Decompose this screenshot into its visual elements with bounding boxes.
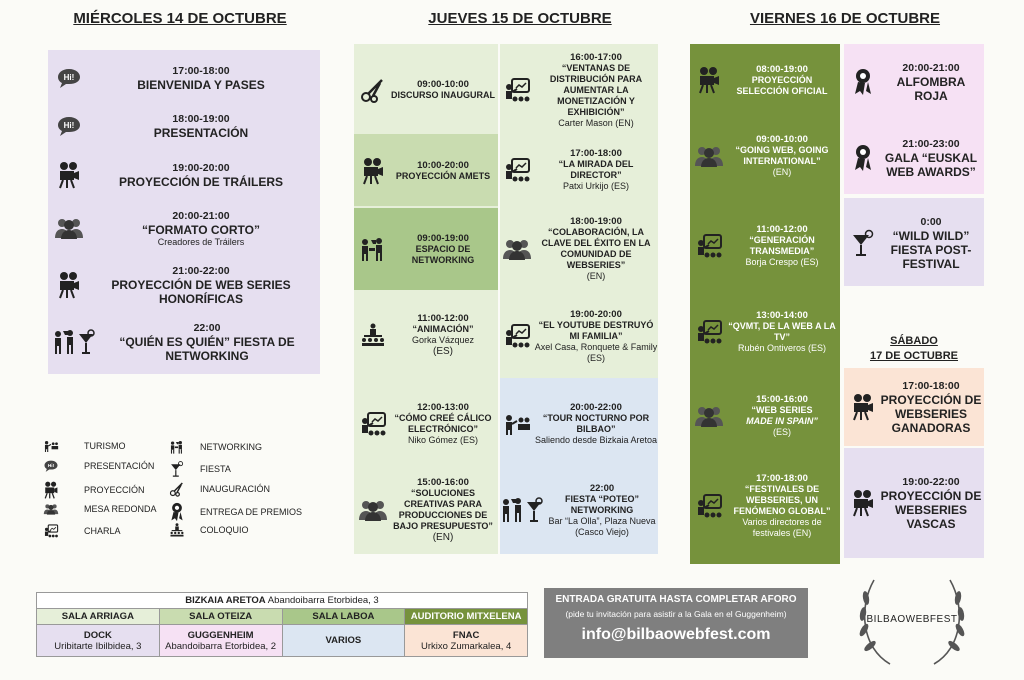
sat-title: SÁBADO (890, 335, 938, 347)
hi-icon (52, 115, 86, 137)
legend-label: FIESTA (200, 464, 231, 474)
event-block (52, 106, 316, 146)
people-icon (356, 498, 390, 522)
camera-icon (52, 271, 86, 299)
room-oteiza: SALA OTEIZA (159, 609, 282, 625)
event-time: 11:00-12:00 (417, 313, 469, 324)
event-text (390, 477, 496, 543)
event-subtitle: Creadores de Tráilers (157, 236, 245, 247)
talk-icon (43, 522, 58, 540)
event-block (500, 468, 658, 552)
event-language: (EN) (432, 532, 454, 543)
event-time: 20:00-21:00 (902, 62, 960, 74)
event-subtitle: Niko Gómez (ES) (407, 435, 478, 445)
place-fnac (405, 625, 528, 657)
legend-item (40, 518, 121, 544)
logo-text: BILBAOWEBFEST (866, 614, 958, 625)
event-block (692, 112, 838, 200)
event-title: PROYECCIÓN DE WEB SERIES HONORÍFICAS (111, 278, 291, 306)
event-title: “TOUR NOCTURNO POR BILBAO” (542, 413, 650, 434)
event-text (534, 148, 658, 192)
sat-header (844, 334, 984, 364)
scissors-icon (169, 480, 184, 498)
event-title-2: MADE IN SPAIN” (746, 416, 818, 426)
networking-icon (169, 438, 184, 456)
event-text (546, 483, 658, 538)
event-subtitle: (ES) (773, 427, 791, 437)
event-title: “EL YOUTUBE DESTRUYÓ MI FAMILIA” (538, 319, 654, 341)
camera-icon (692, 66, 726, 94)
legend-label: TURISMO (84, 441, 126, 451)
event-time: 19:00-20:00 (172, 162, 230, 174)
event-title: “ANIMACIÓN” (412, 324, 474, 334)
event-text (390, 233, 496, 266)
place-varios-name: VARIOS (325, 635, 362, 646)
event-block (846, 50, 982, 114)
event-text (534, 216, 658, 282)
award-icon (846, 67, 880, 97)
event-text (86, 161, 316, 189)
room-mitxelena: AUDITORIO MITXELENA (405, 609, 528, 625)
legend-label: PRESENTACIÓN (84, 461, 155, 471)
info-box (544, 588, 808, 658)
place-varios (282, 625, 405, 657)
event-text (86, 264, 316, 306)
event-block (52, 202, 316, 254)
event-time: 20:00-21:00 (172, 209, 230, 222)
event-time: 12:00-13:00 (417, 402, 469, 413)
networking-icon (356, 236, 390, 262)
svg-text:Hi!: Hi! (63, 73, 75, 82)
info-line1: ENTRADA GRATUITA HASTA COMPLETAR AFORO (555, 594, 797, 605)
place-dock-name: DOCK (83, 629, 112, 641)
legend-label: INAUGURACIÓN (200, 484, 271, 494)
event-text (880, 137, 982, 179)
cocktail-icon (846, 229, 880, 257)
event-subtitle: Carter Mason (EN) (558, 117, 634, 128)
event-time: 17:00-18:00 (756, 473, 808, 484)
event-title: PROYECCIÓN SELECCIÓN OFICIAL (736, 74, 828, 96)
venues-table (36, 592, 528, 657)
people-icon (52, 216, 86, 240)
event-time: 09:00-10:00 (756, 134, 808, 145)
event-time: 17:00-18:00 (902, 380, 960, 392)
event-title: “SOLUCIONES CREATIVAS PARA PRODUCCIONES DE BAJO PRESUPUESTO” (393, 488, 493, 531)
event-text (534, 402, 658, 446)
event-subtitle: Bar “La Olla”, Plaza Nueva (Casco Viejo) (548, 515, 656, 537)
legend-label: COLOQUIO (200, 525, 249, 535)
event-text (390, 402, 496, 446)
event-text (726, 134, 838, 178)
event-subtitle: (EN) (586, 271, 606, 281)
event-title: “LA MIRADA DEL DIRECTOR” (558, 159, 634, 180)
legend-label: PROYECCIÓN (84, 485, 145, 495)
legend-label: MESA REDONDA (84, 504, 157, 514)
camera-icon (356, 157, 390, 185)
talk-icon (500, 157, 534, 183)
event-title: “COLABORACIÓN, LA CLAVE DEL ÉXITO EN LA COMUNIDAD DE WEBSERIES” (541, 227, 651, 270)
event-block (52, 154, 316, 196)
event-text (726, 64, 838, 97)
event-time: 10:00-20:00 (417, 160, 469, 171)
event-title: “VENTANAS DE DISTRIBUCIÓN PARA AUMENTAR LA MONETIZACIÓN Y EXHIBICIÓN” (549, 62, 643, 117)
event-block (500, 206, 658, 292)
tourism-icon (500, 412, 534, 436)
talk-icon (356, 411, 390, 437)
event-time: 17:00-18:00 (570, 148, 622, 159)
event-block (846, 126, 982, 190)
colloquium-icon (356, 323, 390, 347)
event-text (726, 310, 838, 354)
event-language: (ES) (433, 346, 453, 357)
event-title: “CÓMO CREÉ CÁLICO ELECTRÓNICO” (394, 413, 492, 434)
event-subtitle: Varios directores de festivales (EN) (742, 517, 822, 538)
event-title: “GOING WEB, GOING INTERNATIONAL” (735, 145, 829, 166)
svg-text:Hi!: Hi! (47, 464, 55, 470)
hi-icon (43, 458, 58, 473)
event-block (846, 204, 982, 282)
event-title: “WEB SERIES (751, 405, 813, 415)
event-title: “FORMATO CORTO” (142, 222, 260, 237)
event-title: ESPACIO DE NETWORKING (411, 243, 475, 265)
people-icon (692, 144, 726, 168)
event-subtitle: Rubén Ontiveros (ES) (737, 343, 827, 353)
event-time: 21:00-23:00 (902, 138, 960, 150)
event-text (880, 379, 982, 435)
event-subtitle: Saliendo desde Bizkaia Aretoa (534, 435, 658, 445)
event-text (86, 64, 316, 92)
event-block (692, 452, 838, 560)
event-text (390, 79, 496, 101)
event-title: DISCURSO INAUGURAL (390, 90, 495, 100)
place-guggenheim (159, 625, 282, 657)
event-time: 15:00-16:00 (756, 394, 808, 405)
event-block (846, 456, 982, 550)
event-block (500, 46, 658, 134)
venue-main-name: BIZKAIA ARETOA (185, 595, 266, 606)
event-text (880, 215, 982, 271)
event-block (356, 296, 496, 374)
day-title-fri: VIERNES 16 DE OCTUBRE (749, 10, 941, 27)
event-block (356, 468, 496, 552)
event-subtitle: Patxi Urkijo (ES) (562, 181, 629, 191)
people-icon (43, 501, 58, 518)
event-text (726, 473, 838, 539)
place-fnac-addr: Urkixo Zumarkalea, 4 (420, 640, 512, 652)
event-time: 18:00-19:00 (570, 216, 622, 227)
event-block (692, 376, 838, 456)
people-icon (692, 404, 726, 428)
event-title: PROYECCIÓN DE WEBSERIES GANADORAS (880, 393, 982, 435)
event-block (356, 212, 496, 286)
tourism-icon (43, 438, 58, 455)
event-time: 0:00 (920, 216, 942, 228)
networking-cocktail-icon (500, 496, 546, 524)
event-time: 19:00-22:00 (902, 476, 960, 488)
event-text (726, 394, 838, 438)
event-block (52, 316, 316, 368)
event-time: 09:00-10:00 (417, 79, 469, 90)
colloquium-icon (169, 522, 184, 539)
room-laboa: SALA LABOA (282, 609, 405, 625)
event-time: 20:00-22:00 (570, 402, 622, 413)
event-time: 09:00-19:00 (417, 232, 469, 244)
event-block (356, 138, 496, 204)
venue-main-addr: Abandoibarra Etorbidea, 3 (267, 595, 379, 606)
event-text (98, 321, 316, 363)
sat-date: 17 DE OCTUBRE (869, 350, 959, 362)
event-text (534, 52, 658, 129)
event-time: 15:00-16:00 (417, 477, 469, 488)
scissors-icon (356, 77, 390, 103)
room-arriaga: SALA ARRIAGA (37, 609, 160, 625)
event-subtitle: Gorka Vázquez (411, 335, 475, 345)
award-icon (846, 143, 880, 173)
event-title: PROYECCIÓN DE WEBSERIES VASCAS (880, 489, 982, 531)
event-block (692, 206, 838, 286)
event-block (846, 372, 982, 442)
event-text (390, 313, 496, 357)
event-title: “FESTIVALES DE WEBSERIES, UN FENÓMENO GLOBAL” (733, 484, 831, 516)
event-text (390, 160, 496, 182)
event-time: 11:00-12:00 (756, 224, 808, 235)
event-block (692, 50, 838, 110)
event-time: 13:00-14:00 (756, 310, 808, 321)
event-title: GALA “EUSKAL WEB AWARDS” (884, 151, 978, 179)
event-subtitle: Axel Casa, Ronquete & Family (ES) (534, 341, 658, 363)
place-dock-addr: Uribitarte Ibilbidea, 3 (54, 640, 142, 652)
event-title: “WILD WILD” FIESTA POST-FESTIVAL (890, 229, 972, 271)
event-time: 22:00 (589, 482, 615, 494)
day-title-thu: JUEVES 15 DE OCTUBRE (428, 10, 612, 27)
legend-label: NETWORKING (200, 442, 262, 452)
place-guggenheim-name: GUGGENHEIM (187, 629, 254, 641)
event-text (726, 224, 838, 268)
svg-text:Hi!: Hi! (63, 121, 75, 130)
event-title: FIESTA “POTEO” NETWORKING (564, 493, 639, 515)
info-email[interactable]: info@bilbaowebfest.com (581, 626, 771, 643)
logo (850, 568, 974, 674)
event-text (86, 209, 316, 248)
legend-item (166, 518, 249, 542)
legend-label: CHARLA (84, 526, 121, 536)
event-title: “QUIÉN ES QUIÉN” FIESTA DE NETWORKING (119, 335, 295, 363)
talk-icon (692, 493, 726, 519)
talk-icon (692, 319, 726, 345)
people-icon (500, 237, 534, 261)
event-subtitle: (EN) (772, 167, 792, 177)
networking-cocktail-icon (52, 328, 98, 356)
event-block (692, 292, 838, 372)
legend-label: ENTREGA DE PREMIOS (200, 507, 303, 517)
event-time: 17:00-18:00 (172, 65, 230, 77)
place-guggenheim-addr: Abandoibarra Etorbidea, 2 (165, 640, 277, 652)
event-subtitle: Borja Crespo (ES) (745, 257, 819, 267)
event-time: 21:00-22:00 (172, 265, 230, 277)
event-time: 08:00-19:00 (756, 63, 808, 75)
event-time: 22:00 (193, 322, 221, 334)
camera-icon (52, 161, 86, 189)
event-time: 18:00-19:00 (172, 113, 230, 125)
event-time: 19:00-20:00 (570, 308, 622, 320)
event-text (86, 112, 316, 140)
event-title: PRESENTACIÓN (153, 126, 249, 140)
event-title: BIENVENIDA Y PASES (137, 78, 265, 92)
camera-icon (846, 489, 880, 517)
event-block (52, 260, 316, 310)
event-title: PROYECCIÓN AMETS (395, 171, 491, 181)
info-line2: (pide tu invitación para asistir a la Gala en el Guggenheim) (565, 609, 787, 619)
place-fnac-name: FNAC (452, 629, 480, 641)
hi-icon (52, 67, 86, 89)
event-block (500, 138, 658, 202)
event-title: “GENERACIÓN TRANSMEDIA” (749, 235, 815, 256)
talk-icon (500, 77, 534, 103)
event-block (356, 50, 496, 130)
camera-icon (846, 393, 880, 421)
event-block (52, 58, 316, 98)
event-time: 16:00-17:00 (570, 51, 622, 63)
event-text (880, 475, 982, 531)
event-title: “QVMT, DE LA WEB A LA TV” (728, 321, 836, 342)
talk-icon (500, 323, 534, 349)
event-title: PROYECCIÓN DE TRÁILERS (118, 175, 283, 189)
event-block (356, 382, 496, 466)
event-title: ALFOMBRA ROJA (896, 75, 966, 103)
event-block (500, 294, 658, 378)
event-text (534, 309, 658, 364)
event-text (880, 61, 982, 103)
talk-icon (692, 233, 726, 259)
event-block (500, 382, 658, 466)
day-title-wed: MIÉRCOLES 14 DE OCTUBRE (73, 10, 287, 27)
legend-item (40, 455, 154, 477)
place-dock (37, 625, 160, 657)
